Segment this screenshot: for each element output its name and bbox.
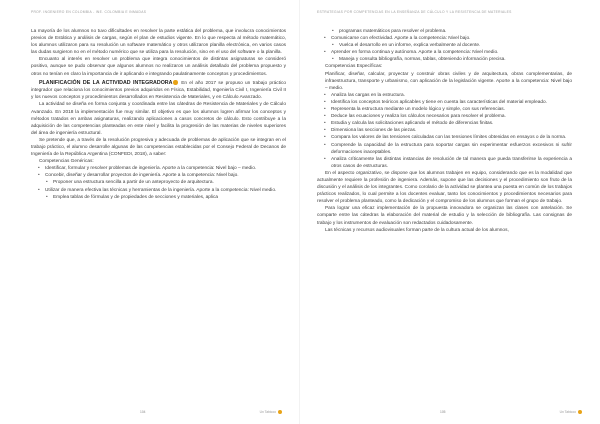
paragraph: Se pretende que, a través de la resolución progresiva y adecuada de problemas de aplicación que se integran en el trabajo práctico, el alumno desarrolle algunas de las competencias establecidas por el Consejo Federal de Decanos de Ingeniería de la República Argentina (CONFEDI, 2018), a saber: [31,137,286,158]
gear-icon [173,80,178,85]
paragraph: La mayoría de los alumnos no tuvo dificultades en resolver la parte estática del problema, que involucra conocimientos previos de Estática y análisis de cargas, según el plan de estudios vigente. En lo que respecta al método matemático, los alumnos utilizaron para su resolución un software matemático y otros utilizaron planilla electrónica, en varios casos las dudas surgieron no en el método numérico que se utiliza para la resolución, sino en el uso del software o la planilla. [31,29,286,56]
publisher-logo: Un Tabicoo [260,410,282,414]
running-head: PROF. INGENIERO EN COLOMBIA - INE. COLOMBIA E INMADAS [31,10,147,14]
paragraph: Competencias Genéricas: [39,159,94,165]
paragraph: La actividad se diseña en forma conjunta y coordinada entre las cátedras de Resistencia de Materiales y de Cálculo Avanzado. En 2018 la implementación fue muy similar. El objetivo es que los alumnos logren afirmar los conceptos y métodos tratados en ambas asignaturas, realizando aplicaciones a casos concretos de cálculo. Esto contribuye a la adquisición de las competencias planteadas en este nivel y facilita la progresión de las materias de niveles superiores del área de ingeniería estructural. [31,102,286,136]
paragraph: Las técnicas y recursos audiovisuales forman parte de la cultura actual de los alumnos, [325,227,509,233]
paragraph: Competencias Específicas: [325,64,383,70]
list-item: • Utilizar de manera efectiva las técnicas y herramientas de la ingeniería. Aporte a la competencia: Nivel medio. [31,187,286,194]
list-item: • Comunicarse con efectividad. Aporte a la competencia: Nivel bajo. [317,35,572,42]
list-item: • Estudia y calcula las solicitaciones aplicando el método de diferencias finitas. [317,120,572,127]
list-item: • Analiza críticamente las distintas instancias de resolución de tal manera que pueda transferirse la experiencia a otros casos de estructuras. [317,156,572,170]
right-page [300,0,600,424]
list-item: • Analiza las cargas en la estructura. [317,92,572,99]
list-item-continuation: • programas matemáticos para resolver el problema. [317,28,572,35]
list-item: • Representa la estructura mediante un modelo lógico y simple, con sus referencias. [317,106,572,113]
running-head: ESTRATEGIAS POR COMPETENCIAS EN LA ENSEÑANZA DE CÁLCULO Y LA RESISTENCIA DE MATERIALES [317,10,512,14]
list-item: • Proponer una estructura sencilla a partir de un anteproyecto de arquitectura. [31,179,286,186]
list-item: • Comprende la capacidad de la estructura para soportar cargas sin experimentar esfuerzos excesivos ni sufrir deformaciones inaceptables. [317,142,572,156]
paragraph: Planificar, diseñar, calcular, proyectar y construir obras civiles y de arquitectura, obras complementarias, de infraestructura, transporte y urbanismo, con aplicación de la legislación vigente. Aporte a la competencia: Nivel bajo – medio. [325,71,572,91]
list-item: • Aprender en forma continua y autónoma. Aporte a la competencia: Nivel medio. [317,49,572,56]
competency-list [31,165,286,200]
paragraph: Encuanto al interés en resolver un problema que integra conocimientos de distintas asignaturas se consideró positivo, aunque se pudo observar que algunos alumnos no realizaron un análisis detallado del problema propuesto y otros no tenían en claro la importancia de ir aplicando e integrando paulatinamente conceptos y procedimientos. [31,57,286,77]
list-item: • Vuelca el desarrollo en un informe, explica verbalmente al docente. [317,42,572,49]
page-number: 104 [140,410,146,414]
logo-icon [278,410,282,414]
specific-competency-list [317,92,572,170]
list-item: • Emplea tablas de fórmulas y de propiedades de secciones y materiales, aplica [31,194,286,201]
list-item: • Deduce las ecuaciones y realiza los cálculos necesarios para resolver el problema. [317,113,572,120]
paragraph: PLANIFICACIÓN DE LA ACTIVIDAD INTEGRADORA En el año 2017 se propuso un trabajo práctico integrador que relaciona los conocimientos previos adquiridos en Física, Estabilidad, Ingeniería Civil I, Ingeniería Civil II y los nuevos conceptos y procedimientos desarrollados en Resistencia de Materiales, y en Cálculo Avanzado. [31,80,286,101]
list-item: • Identifica los conceptos teóricos aplicables y tiene en cuenta las características del material empleado. [317,99,572,106]
list-item: • Concebir, diseñar y desarrollar proyectos de ingeniería. Aporte a la competencia: Nivel bajo. [31,172,286,179]
publisher-logo: Un Tabicoo [560,410,582,414]
paragraph: En el aspecto organizativo, se dispone que los alumnos trabajen en equipo, considerando que es la modalidad que actualmente requiere la profesión de ingeniera. Además, supone que las decisiones y el procedimiento son fruto de la discusión y el análisis de los integrantes. Como corolario de la actividad se plantea una puesta en común de los trabajos prácticos realizados, lo cual permite a los docentes evaluar, tanto los conocimientos y procedimientos necesarios para resolver el problema planteado, como la dedicación y el compromiso de los alumnos que forman el grupo de trabajo. [317,170,572,205]
right-page-body [317,28,572,234]
list-item: • Compara los valores de las tensiones calculadas con las tensiones límites obtenidas en ensayos o de la norma. [317,134,572,141]
list-item: • Dimensiona las secciones de las piezas. [317,127,572,134]
page-number: 105 [440,410,446,414]
competency-list [317,28,572,63]
section-heading: PLANIFICACIÓN DE LA ACTIVIDAD INTEGRADORA [39,80,173,87]
list-item: • Identificar, formular y resolver problemas de ingeniería. Aporte a la competencia: Nivel bajo – medio. [31,165,286,172]
logo-icon [578,410,582,414]
paragraph: Para lograr una eficaz implementación de la propuesta innovadora se organizan las clases con antelación. Se comparte entre las cátedras la elaboración del material de estudio y la selección de bibliografía. Las consignas de trabajo y los instrumentos de evaluación son redactados cuidadosamente. [317,206,572,226]
list-item: • Maneja y consulta bibliografía, normas, tablas, obteniendo información precisa. [317,56,572,63]
left-page-body [31,28,286,201]
